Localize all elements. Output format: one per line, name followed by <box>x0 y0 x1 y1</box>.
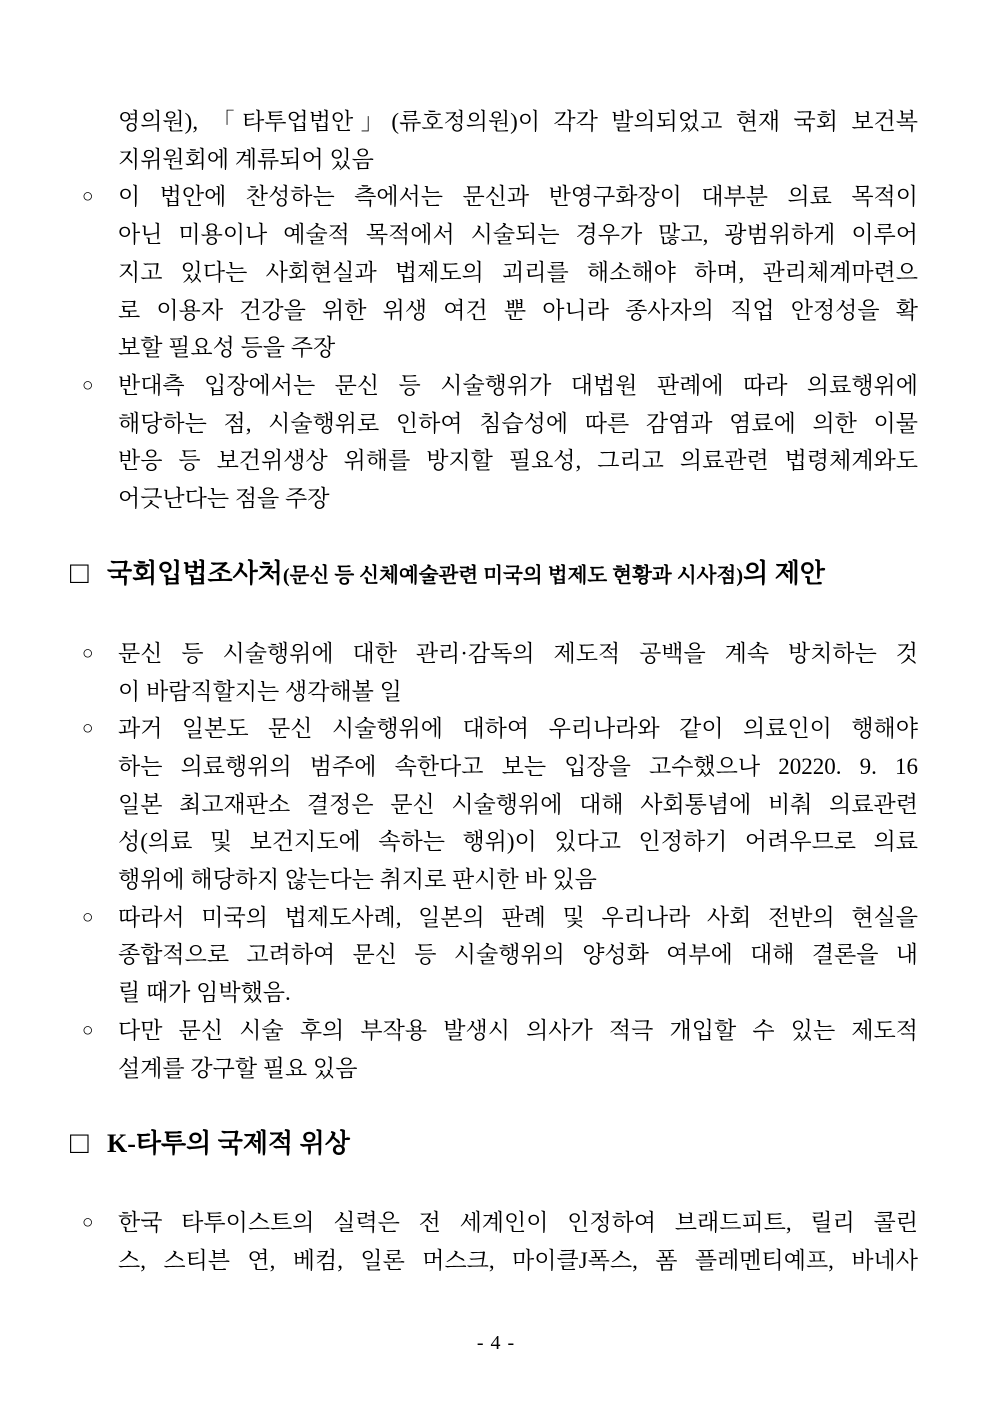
bullet-circle-icon: ○ <box>82 186 94 208</box>
text-line: 아닌 미용이나 예술적 목적에서 시술되는 경우가 많고, 광범위하게 이루어 <box>118 222 918 248</box>
header-square-icon: □ <box>70 555 89 591</box>
text-line: 해당하는 점, 시술행위로 인하여 침습성에 따른 감염과 염료에 의한 이물 <box>118 410 918 436</box>
bullet-item <box>80 1012 918 1087</box>
section-title: 국회입법조사처 <box>107 559 283 589</box>
text-line: 한국 타투이스트의 실력은 전 세계인이 인정하여 브래드피트, 릴리 콜린 <box>118 1210 918 1236</box>
text-line: 지고 있다는 사회현실과 법제도의 괴리를 해소해야 하며, 관리체계마련으 <box>118 259 918 285</box>
bullet-item <box>80 1204 918 1279</box>
section-header <box>70 1125 930 1167</box>
bullet-circle-icon: ○ <box>82 374 94 396</box>
section-header <box>70 555 930 597</box>
bullet-circle-icon: ○ <box>82 1019 94 1041</box>
text-line: 스, 스티븐 연, 베컴, 일론 머스크, 마이클J폭스, 폼 플레멘티예프, 바네사 <box>118 1248 918 1274</box>
text-line: 다만 문신 시술 후의 부작용 발생시 의사가 적극 개입할 수 있는 제도적 <box>118 1017 918 1043</box>
text-line: 설계를 강구할 필요 있음 <box>118 1055 358 1081</box>
text-line: 어긋난다는 점을 주장 <box>118 486 330 512</box>
bullet-circle-icon: ○ <box>82 642 94 664</box>
paragraph-continuation <box>118 103 918 178</box>
text-line: 문신 등 시술행위에 대한 관리·감독의 제도적 공백을 계속 방치하는 것 <box>118 640 918 666</box>
bullet-circle-icon: ○ <box>82 1212 94 1234</box>
text-line: 종합적으로 고려하여 문신 등 시술행위의 양성화 여부에 대해 결론을 내 <box>118 942 918 968</box>
bullet-item <box>80 178 918 367</box>
text-line: 로 이용자 건강을 위한 위생 여건 뿐 아니라 종사자의 직업 안정성을 확 <box>118 297 918 323</box>
page-number: - 4 - <box>476 1332 516 1354</box>
text-line: 이 바람직할지는 생각해볼 일 <box>118 678 402 704</box>
header-square-icon: □ <box>70 1124 89 1160</box>
text-line: 반대측 입장에서는 문신 등 시술행위가 대법원 판례에 따라 의료행위에 <box>118 372 918 398</box>
text-line: 이 법안에 찬성하는 측에서는 문신과 반영구화장이 대부분 의료 목적이 <box>118 184 918 210</box>
text-line: 지위원회에 계류되어 있음 <box>118 146 374 172</box>
text-line: 따라서 미국의 법제도사례, 일본의 판례 및 우리나라 사회 전반의 현실을 <box>118 904 918 930</box>
bullet-item <box>80 710 918 899</box>
bullet-item <box>80 367 918 518</box>
text-line: 하는 의료행위의 범주에 속한다고 보는 입장을 고수했으나 20220. 9. 16 <box>118 753 918 779</box>
text-line: 반응 등 보건위생상 위해를 방지할 필요성, 그리고 의료관련 법령체계와도 <box>118 448 918 474</box>
text-line: 성(의료 및 보건지도에 속하는 행위)이 있다고 인정하기 어려우므로 의료 <box>118 829 918 855</box>
section-title-paren: (문신 등 신체예술관련 미국의 법제도 현황과 시사점) <box>282 565 744 588</box>
text-line: 릴 때가 임박했음. <box>118 980 291 1006</box>
bullet-circle-icon: ○ <box>82 906 94 928</box>
bullet-item <box>80 899 918 1012</box>
text-line: 보할 필요성 등을 주장 <box>118 335 336 361</box>
bullet-circle-icon: ○ <box>82 718 94 740</box>
text-line: 과거 일본도 문신 시술행위에 대하여 우리나라와 같이 의료인이 행해야 <box>118 716 918 742</box>
section-title-tail: 의 제안 <box>743 559 825 589</box>
section-title: K-타투의 국제적 위상 <box>107 1128 350 1158</box>
text-line: 일본 최고재판소 결정은 문신 시술행위에 대해 사회통념에 비춰 의료관련 <box>118 791 918 817</box>
bullet-item <box>80 635 918 710</box>
text-line: 행위에 해당하지 않는다는 취지로 판시한 바 있음 <box>118 867 597 893</box>
text-line: 영의원), 「타투업법안」(류호정의원)이 각각 발의되었고 현재 국회 보건복 <box>118 109 918 134</box>
